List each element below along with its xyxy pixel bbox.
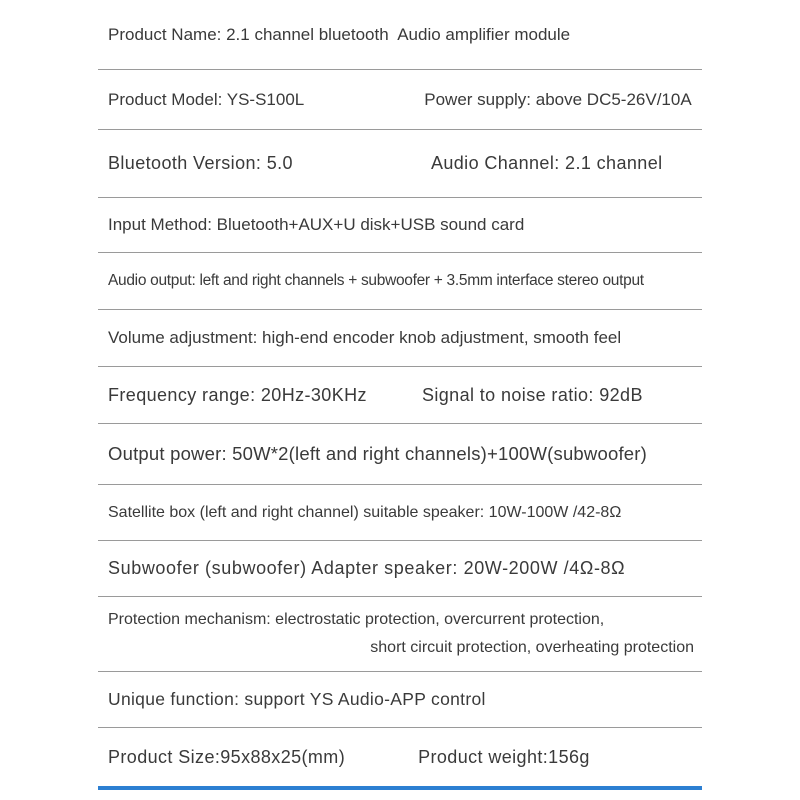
subwoofer-speaker-text: Subwoofer (subwoofer) Adapter speaker: 20W-200W /4Ω-8Ω [108,558,626,578]
product-model-text: Product Model: YS-S100L [108,89,305,109]
audio-output-text: Audio output: left and right channels + subwoofer + 3.5mm interface stereo output [108,272,644,289]
spec-row-model-power [98,70,702,130]
spec-row-audio-output [98,253,702,310]
spec-row-output-power [98,424,702,485]
frequency-range-text: Frequency range: 20Hz-30KHz [108,384,367,405]
volume-adjustment-text: Volume adjustment: high-end encoder knob adjustment, smooth feel [108,328,622,347]
bottom-accent-bar [98,786,702,790]
spec-row-frequency-snr [98,367,702,424]
unique-function-text: Unique function: support YS Audio-APP control [108,689,486,709]
protection-line-1: Protection mechanism: electrostatic protection, overcurrent protection, [108,611,605,628]
spec-row-subwoofer-speaker [98,541,702,597]
audio-channel-text: Audio Channel: 2.1 channel [430,153,663,173]
spec-row-input-method [98,198,702,253]
output-power-text: Output power: 50W*2(left and right channels)+100W(subwoofer) [108,443,648,464]
product-weight-text: Product weight:156g [418,746,590,767]
product-size-text: Product Size:95x88x25(mm) [108,746,346,767]
product-name-text: Product Name: 2.1 channel bluetooth Audio amplifier module [108,24,571,44]
power-supply-text: Power supply: above DC5-26V/10A [424,89,692,109]
snr-text: Signal to noise ratio: 92dB [421,384,643,405]
spec-row-bluetooth-channel [98,130,702,198]
spec-row-size-weight [98,728,702,786]
spec-row-protection [98,597,702,672]
spec-row-satellite-speaker [98,485,702,541]
input-method-text: Input Method: Bluetooth+AUX+U disk+USB sound card [108,215,525,234]
spec-row-product-name [98,0,702,70]
protection-line-2: short circuit protection, overheating protection [370,639,694,656]
spec-row-unique-function [98,672,702,728]
satellite-speaker-text: Satellite box (left and right channel) suitable speaker: 10W-100W /42-8Ω [108,503,622,521]
spec-row-volume-adjustment [98,310,702,367]
bluetooth-version-text: Bluetooth Version: 5.0 [108,153,293,173]
spec-sheet [98,0,702,790]
